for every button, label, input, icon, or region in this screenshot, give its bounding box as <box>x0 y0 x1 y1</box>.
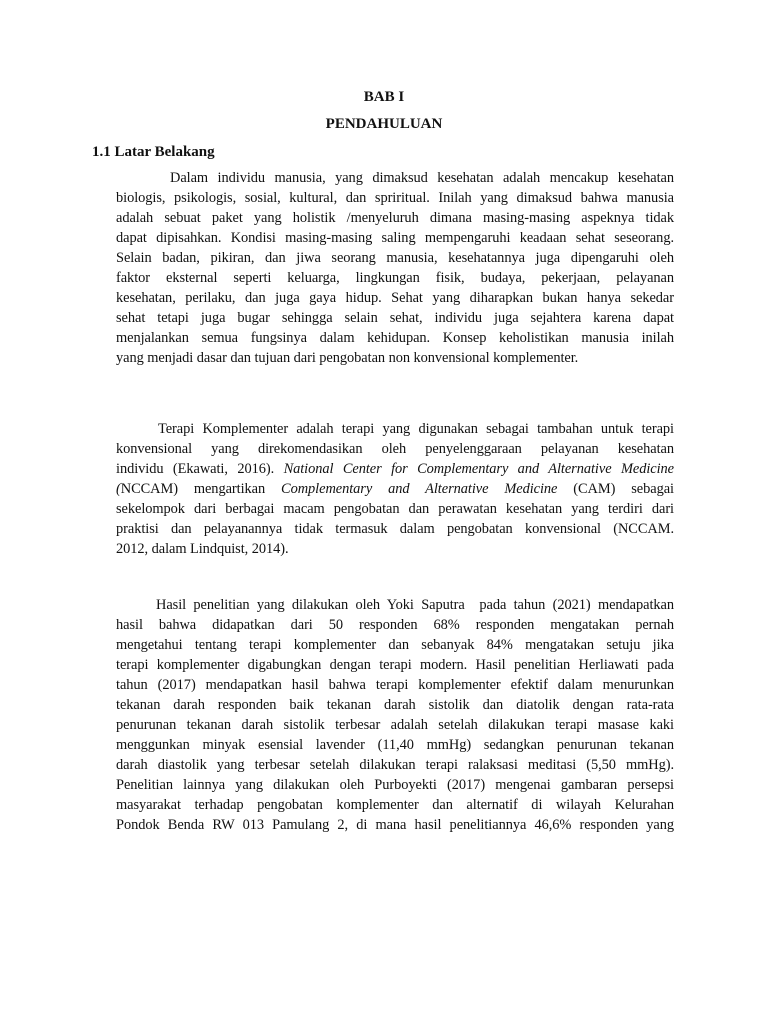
para-3-line: menggunkan minyak esensial lavender (11,40 mmHg) sedangkan penurunan tekanan <box>116 737 674 753</box>
subsection-heading: 1.1 Latar Belakang <box>92 144 215 160</box>
paragraph-3 <box>116 595 674 835</box>
para-1-line: menjalankan semua fungsinya dalam kehidupan. Konsep keholistikan manusia inilah <box>116 330 674 346</box>
para-3-line: tekanan darah responden baik tekanan darah sistolik dan diatolik dengan rata-rata <box>116 697 674 713</box>
para-1-line: Dalam individu manusia, yang dimaksud kesehatan adalah mencakup kesehatan <box>170 170 674 186</box>
paragraph-2 <box>116 419 674 559</box>
para-1-line: kesehatan, perilaku, dan juga gaya hidup. Sehat yang diharapkan bukan hanya sekedar <box>116 290 674 306</box>
para-2-line: 2012, dalam Lindquist, 2014). <box>116 541 289 557</box>
body-text: (CAM) sebagai <box>557 481 674 497</box>
para-3-line: darah diastolik yang terbesar setelah dilakukan terapi ralaksasi meditasi (5,50 mmHg). <box>116 757 674 773</box>
para-1-line: yang menjadi dasar dan tujuan dari pengobatan non konvensional komplementer. <box>116 350 579 366</box>
para-1-line: biologis, psikologis, sosial, kultural, dan spriritual. Inilah yang dimaksud bahwa manusia <box>116 190 674 206</box>
para-2-line: konvensional yang direkomendasikan oleh penyelenggaraan pelayanan kesehatan <box>116 441 674 457</box>
emphasis-text: National Center for Complementary and Alternative Medicine <box>283 461 674 477</box>
para-3-line: mengetahui tentang terapi komplementer dan sebanyak 84% mengatakan setuju jika <box>116 637 674 653</box>
para-2-line <box>116 459 674 479</box>
body-text: NCCAM) mengartikan <box>120 481 282 497</box>
paragraph-1 <box>116 168 674 368</box>
para-3-line: Pondok Benda RW 013 Pamulang 2, di mana hasil penelitiannya 46,6% responden yang <box>116 817 674 833</box>
para-3-line: penurunan tekanan darah sistolik terbesar adalah setelah dilakukan terapi masase kaki <box>116 717 674 733</box>
para-1-line: sehat tetapi juga bugar sehingga selain sehat, individu juga sejahtera karena dapat <box>116 310 674 326</box>
chapter-title: BAB I <box>363 89 405 105</box>
para-2-line: Terapi Komplementer adalah terapi yang digunakan sebagai tambahan untuk terapi <box>158 421 674 437</box>
citation-text: individu (Ekawati, 2016). <box>116 461 284 477</box>
para-3-line: Hasil penelitian yang dilakukan oleh Yoki Saputra pada tahun (2021) mendapatkan <box>156 597 674 613</box>
para-3-line: masyarakat terhadap pengobatan komplementer dan alternatif di wilayah Kelurahan <box>116 797 674 813</box>
para-2-line: sekelompok dari berbagai macam pengobatan dan perawatan kesehatan yang terdiri dari <box>116 501 674 517</box>
para-3-line: hasil bahwa didapatkan dari 50 responden 68% responden mengatakan pernah <box>116 617 674 633</box>
para-2-line: praktisi dan pelayanannya tidak termasuk dalam pengobatan konvensional (NCCAM. <box>116 521 674 537</box>
para-2-line <box>116 479 674 499</box>
para-3-line: terapi komplementer digabungkan dengan terapi modern. Hasil penelitian Herliawati pada <box>116 657 674 673</box>
para-3-line: tahun (2017) mendapatkan hasil bahwa terapi komplementer efektif dalam menurunkan <box>116 677 674 693</box>
para-3-line: Penelitian lainnya yang dilakukan oleh Purboyekti (2017) mengenai gambaran persepsi <box>116 777 674 793</box>
para-1-line: Selain badan, pikiran, dan jiwa seorang manusia, kesehatannya juga dipengaruhi oleh <box>116 250 674 266</box>
emphasis-text: ( <box>116 481 121 497</box>
para-1-line: dapat dipisahkan. Kondisi masing-masing saling mempengaruhi keadaan sehat seseorang. <box>116 230 674 246</box>
para-1-line: faktor eksternal seperti keluarga, lingkungan fisik, budaya, pekerjaan, pelayanan <box>116 270 674 286</box>
para-1-line: adalah sebuat paket yang holistik /menyeluruh dimana masing-masing aspeknya tidak <box>116 210 674 226</box>
section-title: PENDAHULUAN <box>325 116 443 132</box>
emphasis-text: Complementary and Alternative Medicine <box>281 481 558 497</box>
